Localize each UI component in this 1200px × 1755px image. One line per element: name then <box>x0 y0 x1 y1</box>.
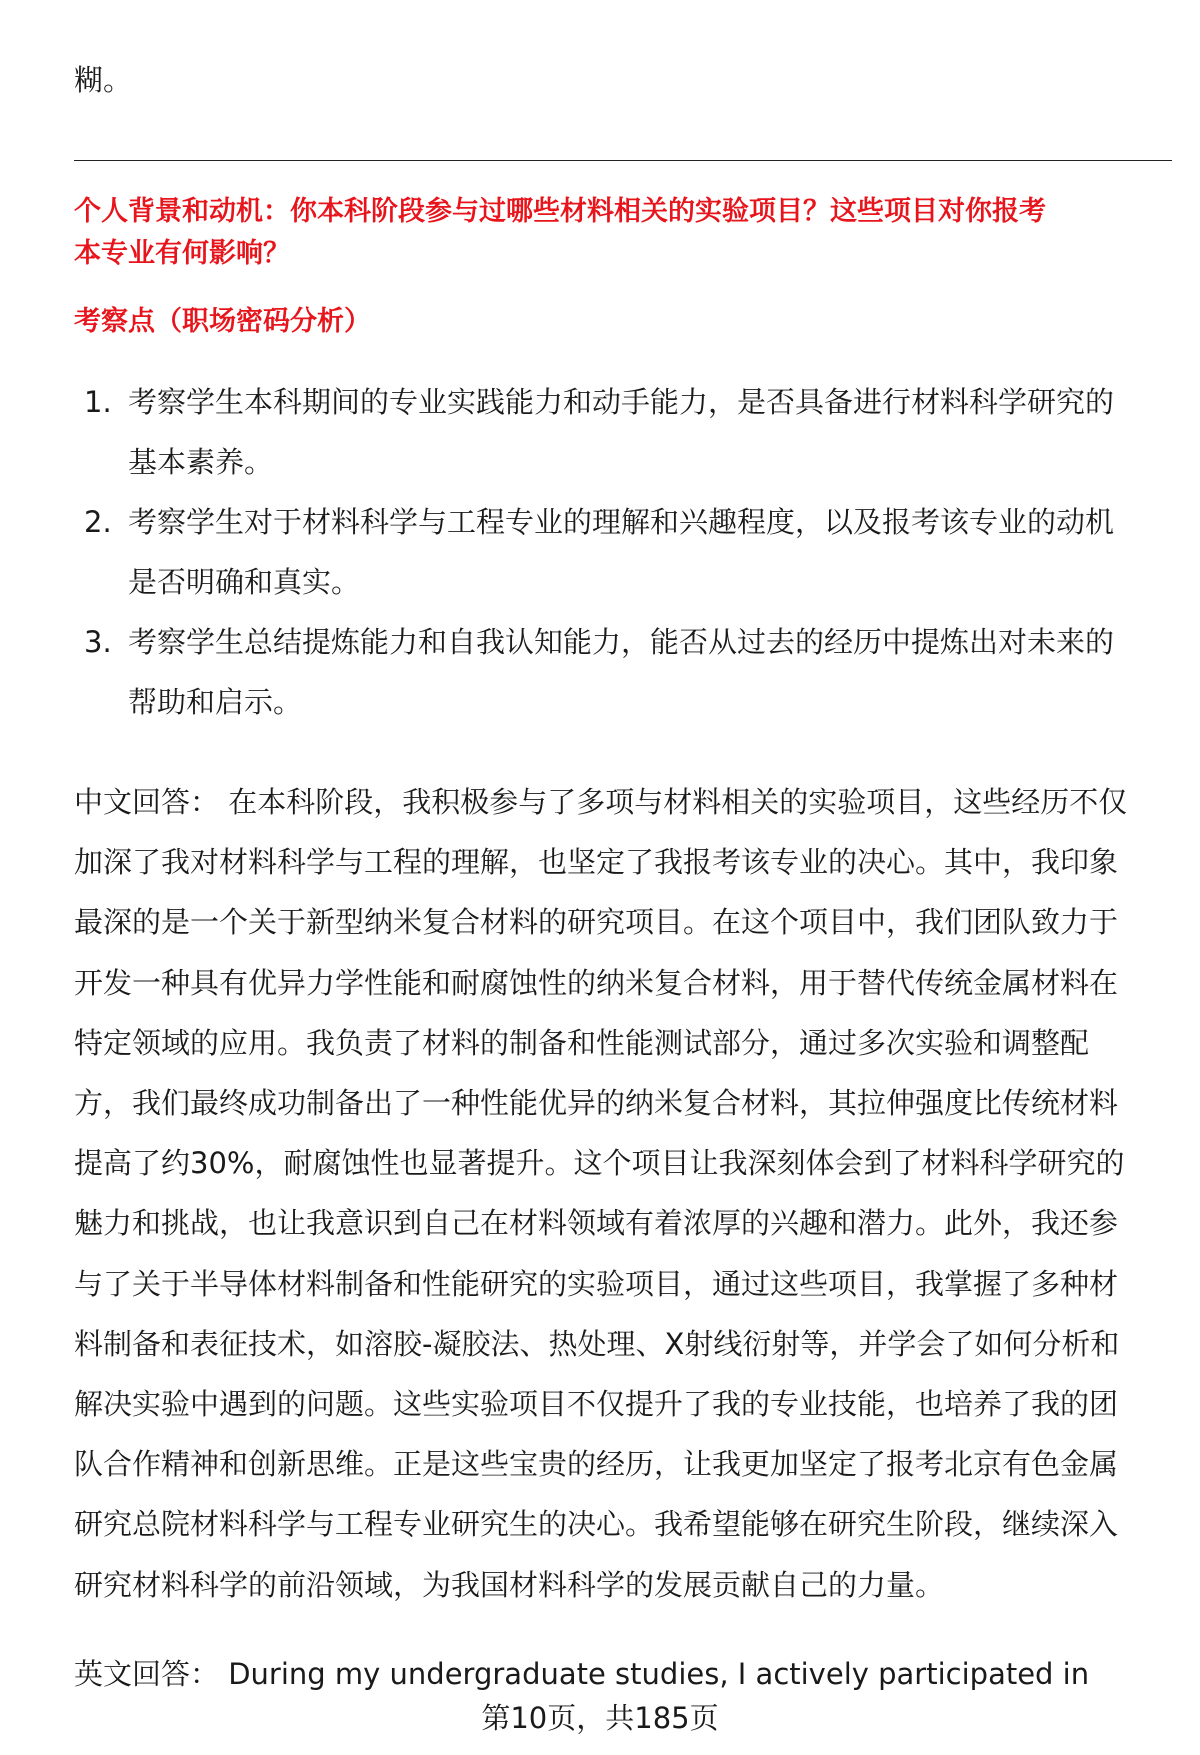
list-item-line: 考察学生对于材料科学与工程专业的理解和兴趣程度，以及报考该专业的动机 <box>128 505 1115 539</box>
list-item-line: 基本素养。 <box>128 445 274 479</box>
question-line: 个人背景和动机：你本科阶段参与过哪些材料相关的实验项目？这些项目对你报考 <box>74 196 1046 227</box>
list-item-line: 考察学生总结提炼能力和自我认知能力，能否从过去的经历中提炼出对未来的 <box>128 625 1115 659</box>
answer-line: 中文回答： 在本科阶段，我积极参与了多项与材料相关的实验项目，这些经历不仅 <box>74 785 1128 819</box>
answer-line: 解决实验中遇到的问题。这些实验项目不仅提升了我的专业技能，也培养了我的团 <box>74 1387 1119 1421</box>
answer-line: 魅力和挑战，也让我意识到自己在材料领域有着浓厚的兴趣和潜力。此外，我还参 <box>74 1206 1119 1241</box>
answer-line: 特定领域的应用。我负责了材料的制备和性能测试部分，通过多次实验和调整配 <box>74 1025 1090 1060</box>
previous-text-tail: 糊。 <box>74 63 133 97</box>
answer-line: 研究总院材料科学与工程专业研究生的决心。我希望能够在研究生阶段，继续深入 <box>74 1507 1119 1542</box>
list-number: 2. <box>84 505 112 539</box>
section-divider <box>74 160 1172 161</box>
list-number: 3. <box>84 625 112 659</box>
question-line: 本专业有何影响？ <box>74 238 290 269</box>
list-item-line: 帮助和启示。 <box>128 685 303 719</box>
answer-line: 加深了我对材料科学与工程的理解，也坚定了我报考该专业的决心。其中，我印象 <box>74 845 1119 880</box>
answer-line: 研究材料科学的前沿领域，为我国材料科学的发展贡献自己的力量。 <box>74 1567 945 1602</box>
analysis-heading: 考察点（职场密码分析） <box>74 306 371 337</box>
list-item-line: 考察学生本科期间的专业实践能力和动手能力，是否具备进行材料科学研究的 <box>128 385 1115 419</box>
answer-line: 料制备和表征技术，如溶胶-凝胶法、热处理、X射线衍射等，并学会了如何分析和 <box>74 1326 1120 1361</box>
list-number: 1. <box>84 385 112 419</box>
answer-line: 最深的是一个关于新型纳米复合材料的研究项目。在这个项目中，我们团队致力于 <box>74 905 1119 940</box>
answer-line: 提高了约30%，耐腐蚀性也显著提升。这个项目让我深刻体会到了材料科学研究的 <box>74 1146 1125 1181</box>
answer-line: 队合作精神和创新思维。正是这些宝贵的经历，让我更加坚定了报考北京有色金属 <box>74 1447 1119 1482</box>
answer-line: 与了关于半导体材料制备和性能研究的实验项目，通过这些项目，我掌握了多种材 <box>74 1266 1119 1301</box>
page-footer: 第10页，共185页 <box>481 1701 719 1735</box>
answer-line: 方，我们最终成功制备出了一种性能优异的纳米复合材料，其拉伸强度比传统材料 <box>74 1086 1119 1120</box>
english-answer-start: 英文回答： During my undergraduate studies, I actively participated in <box>74 1657 1090 1691</box>
answer-line: 开发一种具有优异力学性能和耐腐蚀性的纳米复合材料，用于替代传统金属材料在 <box>74 965 1119 1000</box>
list-item-line: 是否明确和真实。 <box>128 565 361 599</box>
